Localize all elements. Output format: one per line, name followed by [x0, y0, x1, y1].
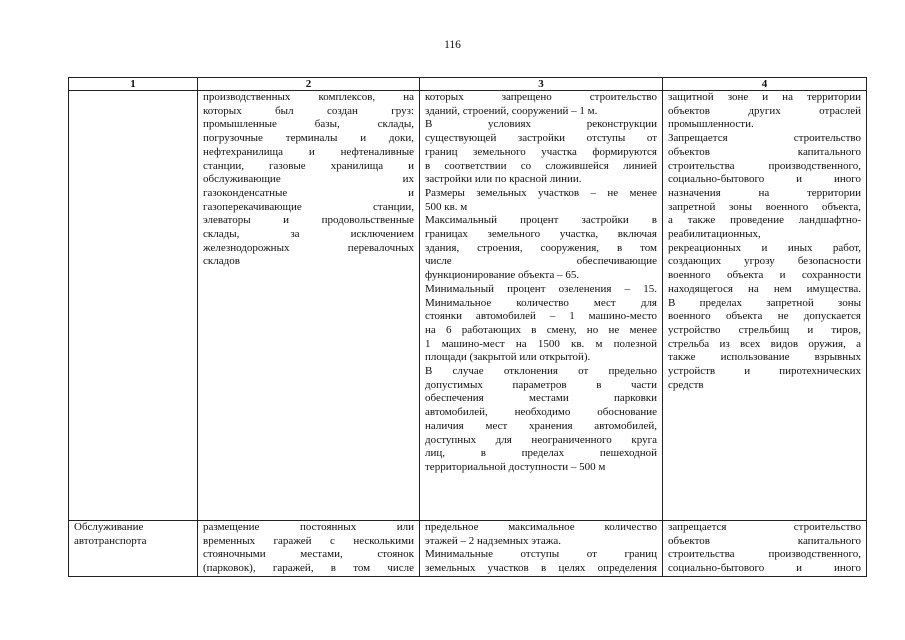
cell-text-line: автомобилей, необходимо обоснование	[425, 406, 657, 419]
cell-text-line: рекреационных и иных работ,	[668, 241, 861, 254]
cell-text-line: земельных участков в целях определения	[425, 562, 657, 575]
cell-text-line: размещение постоянных или	[203, 521, 414, 533]
cell-text-line: объектов капитального	[668, 145, 861, 158]
cell-text-line: в соответствии со сложившейся линией	[425, 159, 657, 172]
cell-text-line: находящегося на нем имущества.	[668, 282, 861, 295]
cell-text-line: которых запрещено строительство	[425, 91, 657, 103]
cell-description	[198, 521, 420, 577]
cell-text-line: производственных комплексов, на	[203, 91, 414, 103]
cell-text-line: военного объекта и сохранности	[668, 269, 861, 282]
cell-restrictions	[663, 521, 867, 577]
cell-text-line: элеваторы и продовольственные	[203, 214, 414, 227]
zoning-regulations-table	[68, 77, 867, 577]
cell-text-line: объектов капитального	[668, 534, 861, 547]
table-row	[69, 91, 867, 521]
cell-text-line: также использование взрывных	[668, 351, 861, 364]
cell-text-line: Обслуживание	[74, 521, 144, 533]
cell-text-line: объектов других отраслей	[668, 104, 861, 117]
cell-text-line: стояночными местами, стоянок	[203, 548, 414, 561]
cell-text-line: реабилитационных,	[668, 228, 761, 241]
cell-text-line: В пределах запретной зоны	[668, 296, 861, 309]
cell-text-line: военного объекта не допускается	[668, 310, 861, 323]
cell-text-line: допустимых параметров в части	[425, 378, 657, 391]
cell-text-line: территориальной доступности – 500 м	[425, 460, 606, 473]
cell-text-line: Размеры земельных участков – не менее	[425, 186, 657, 199]
cell-text-line: существующей застройки отступы от	[425, 132, 657, 145]
cell-text-line: строительства производственного,	[668, 548, 861, 561]
cell-text-line: промышленности.	[668, 118, 754, 131]
cell-use-type	[69, 521, 198, 577]
cell-text-line: на 6 работающих в смену, но не менее	[425, 323, 657, 336]
cell-text-line: запрещается строительство	[668, 521, 861, 533]
cell-text-line: устройство стрельбищ и тиров,	[668, 323, 861, 336]
column-header-1: 1	[69, 78, 198, 91]
cell-text-line: застройки или по красной линии.	[425, 173, 582, 186]
cell-text-line: устройств и пиротехнических	[668, 365, 861, 378]
cell-text-line: строительства производственного,	[668, 159, 861, 172]
cell-text-line: (парковок), гаражей, в том числе	[203, 562, 414, 575]
cell-text-line: лиц, в пределах пешеходной	[425, 447, 657, 460]
cell-text-line: обслуживающие их	[203, 173, 414, 186]
cell-text-line: складов	[203, 255, 240, 268]
cell-text-line: 500 кв. м	[425, 200, 468, 213]
cell-text-line: стрельба из всех видов оружия, а	[668, 337, 861, 350]
cell-restrictions	[663, 91, 867, 521]
cell-text-line: обеспечения местами парковки	[425, 392, 657, 405]
column-header-4: 4	[663, 78, 867, 91]
cell-text-line: Минимальный процент озеленения – 15.	[425, 282, 657, 295]
cell-text-line: средств	[668, 378, 704, 391]
cell-text-line: площади (закрытой или открытой).	[425, 351, 591, 364]
cell-text-line: запретной зоны военного объекта,	[668, 200, 861, 213]
cell-text-line: 1 машино-мест на 1500 кв. м полезной	[425, 337, 657, 350]
cell-text-line: нефтехранилища и нефтеналивные	[203, 145, 414, 158]
cell-text-line: функционирование объекта – 65.	[425, 269, 580, 282]
cell-text-line: Минимальное количество мест для	[425, 296, 657, 309]
cell-text-line: Минимальные отступы от границ	[425, 548, 657, 561]
cell-text-line: этажей – 2 надземных этажа.	[425, 534, 562, 547]
cell-text-line: железнодорожных перевалочных	[203, 241, 414, 254]
cell-text-line: здания, строения, сооружения, в том	[425, 241, 657, 254]
cell-text-line: наличия мест хранения автомобилей,	[425, 419, 657, 432]
cell-parameters	[420, 521, 663, 577]
cell-text-line: защитной зоне и на территории	[668, 91, 861, 103]
cell-text-line: промышленные базы, склады,	[203, 118, 414, 131]
cell-text-line: границах земельного участка, включая	[425, 228, 657, 241]
table-header-row	[69, 78, 867, 91]
cell-text-line: газоперекачивающие станции,	[203, 200, 414, 213]
column-header-3: 3	[420, 78, 663, 91]
cell-text-line: социально-бытового и иного	[668, 173, 861, 186]
cell-text-line: социально-бытового и иного	[668, 562, 861, 575]
cell-text-line: границ земельного участка формируются	[425, 145, 657, 158]
cell-text-line: Запрещается строительство	[668, 132, 861, 145]
cell-text-line: зданий, строений, сооружений – 1 м.	[425, 104, 598, 117]
cell-text-line: стоянки автомобилей – 1 машино-место	[425, 310, 657, 323]
table-row	[69, 521, 867, 577]
cell-text-line: станции, газовые хранилища и	[203, 159, 414, 172]
column-header-2: 2	[198, 78, 420, 91]
cell-text-line: временных гаражей с несколькими	[203, 534, 414, 547]
cell-text-line: погрузочные терминалы и доки,	[203, 132, 414, 145]
cell-text-line: создающих угрозу безопасности	[668, 255, 861, 268]
cell-text-line: а также проведение ландшафтно-	[668, 214, 861, 227]
cell-use-type	[69, 91, 198, 521]
cell-parameters	[420, 91, 663, 521]
cell-text-line: предельное максимальное количество	[425, 521, 657, 533]
cell-text-line: доступных для неограниченного круга	[425, 433, 657, 446]
cell-text-line: назначения на территории	[668, 186, 861, 199]
cell-text-line: автотранспорта	[74, 534, 147, 547]
cell-text-line: числе обеспечивающие	[425, 255, 657, 268]
cell-text-line: газоконденсатные и	[203, 186, 414, 199]
page-number: 116	[444, 39, 461, 51]
cell-description	[198, 91, 420, 521]
cell-text-line: В условиях реконструкции	[425, 118, 657, 131]
cell-text-line: В случае отклонения от предельно	[425, 365, 657, 378]
cell-text-line: склады, за исключением	[203, 228, 414, 241]
cell-text-line: Максимальный процент застройки в	[425, 214, 657, 227]
cell-text-line: которых был создан груз:	[203, 104, 414, 117]
